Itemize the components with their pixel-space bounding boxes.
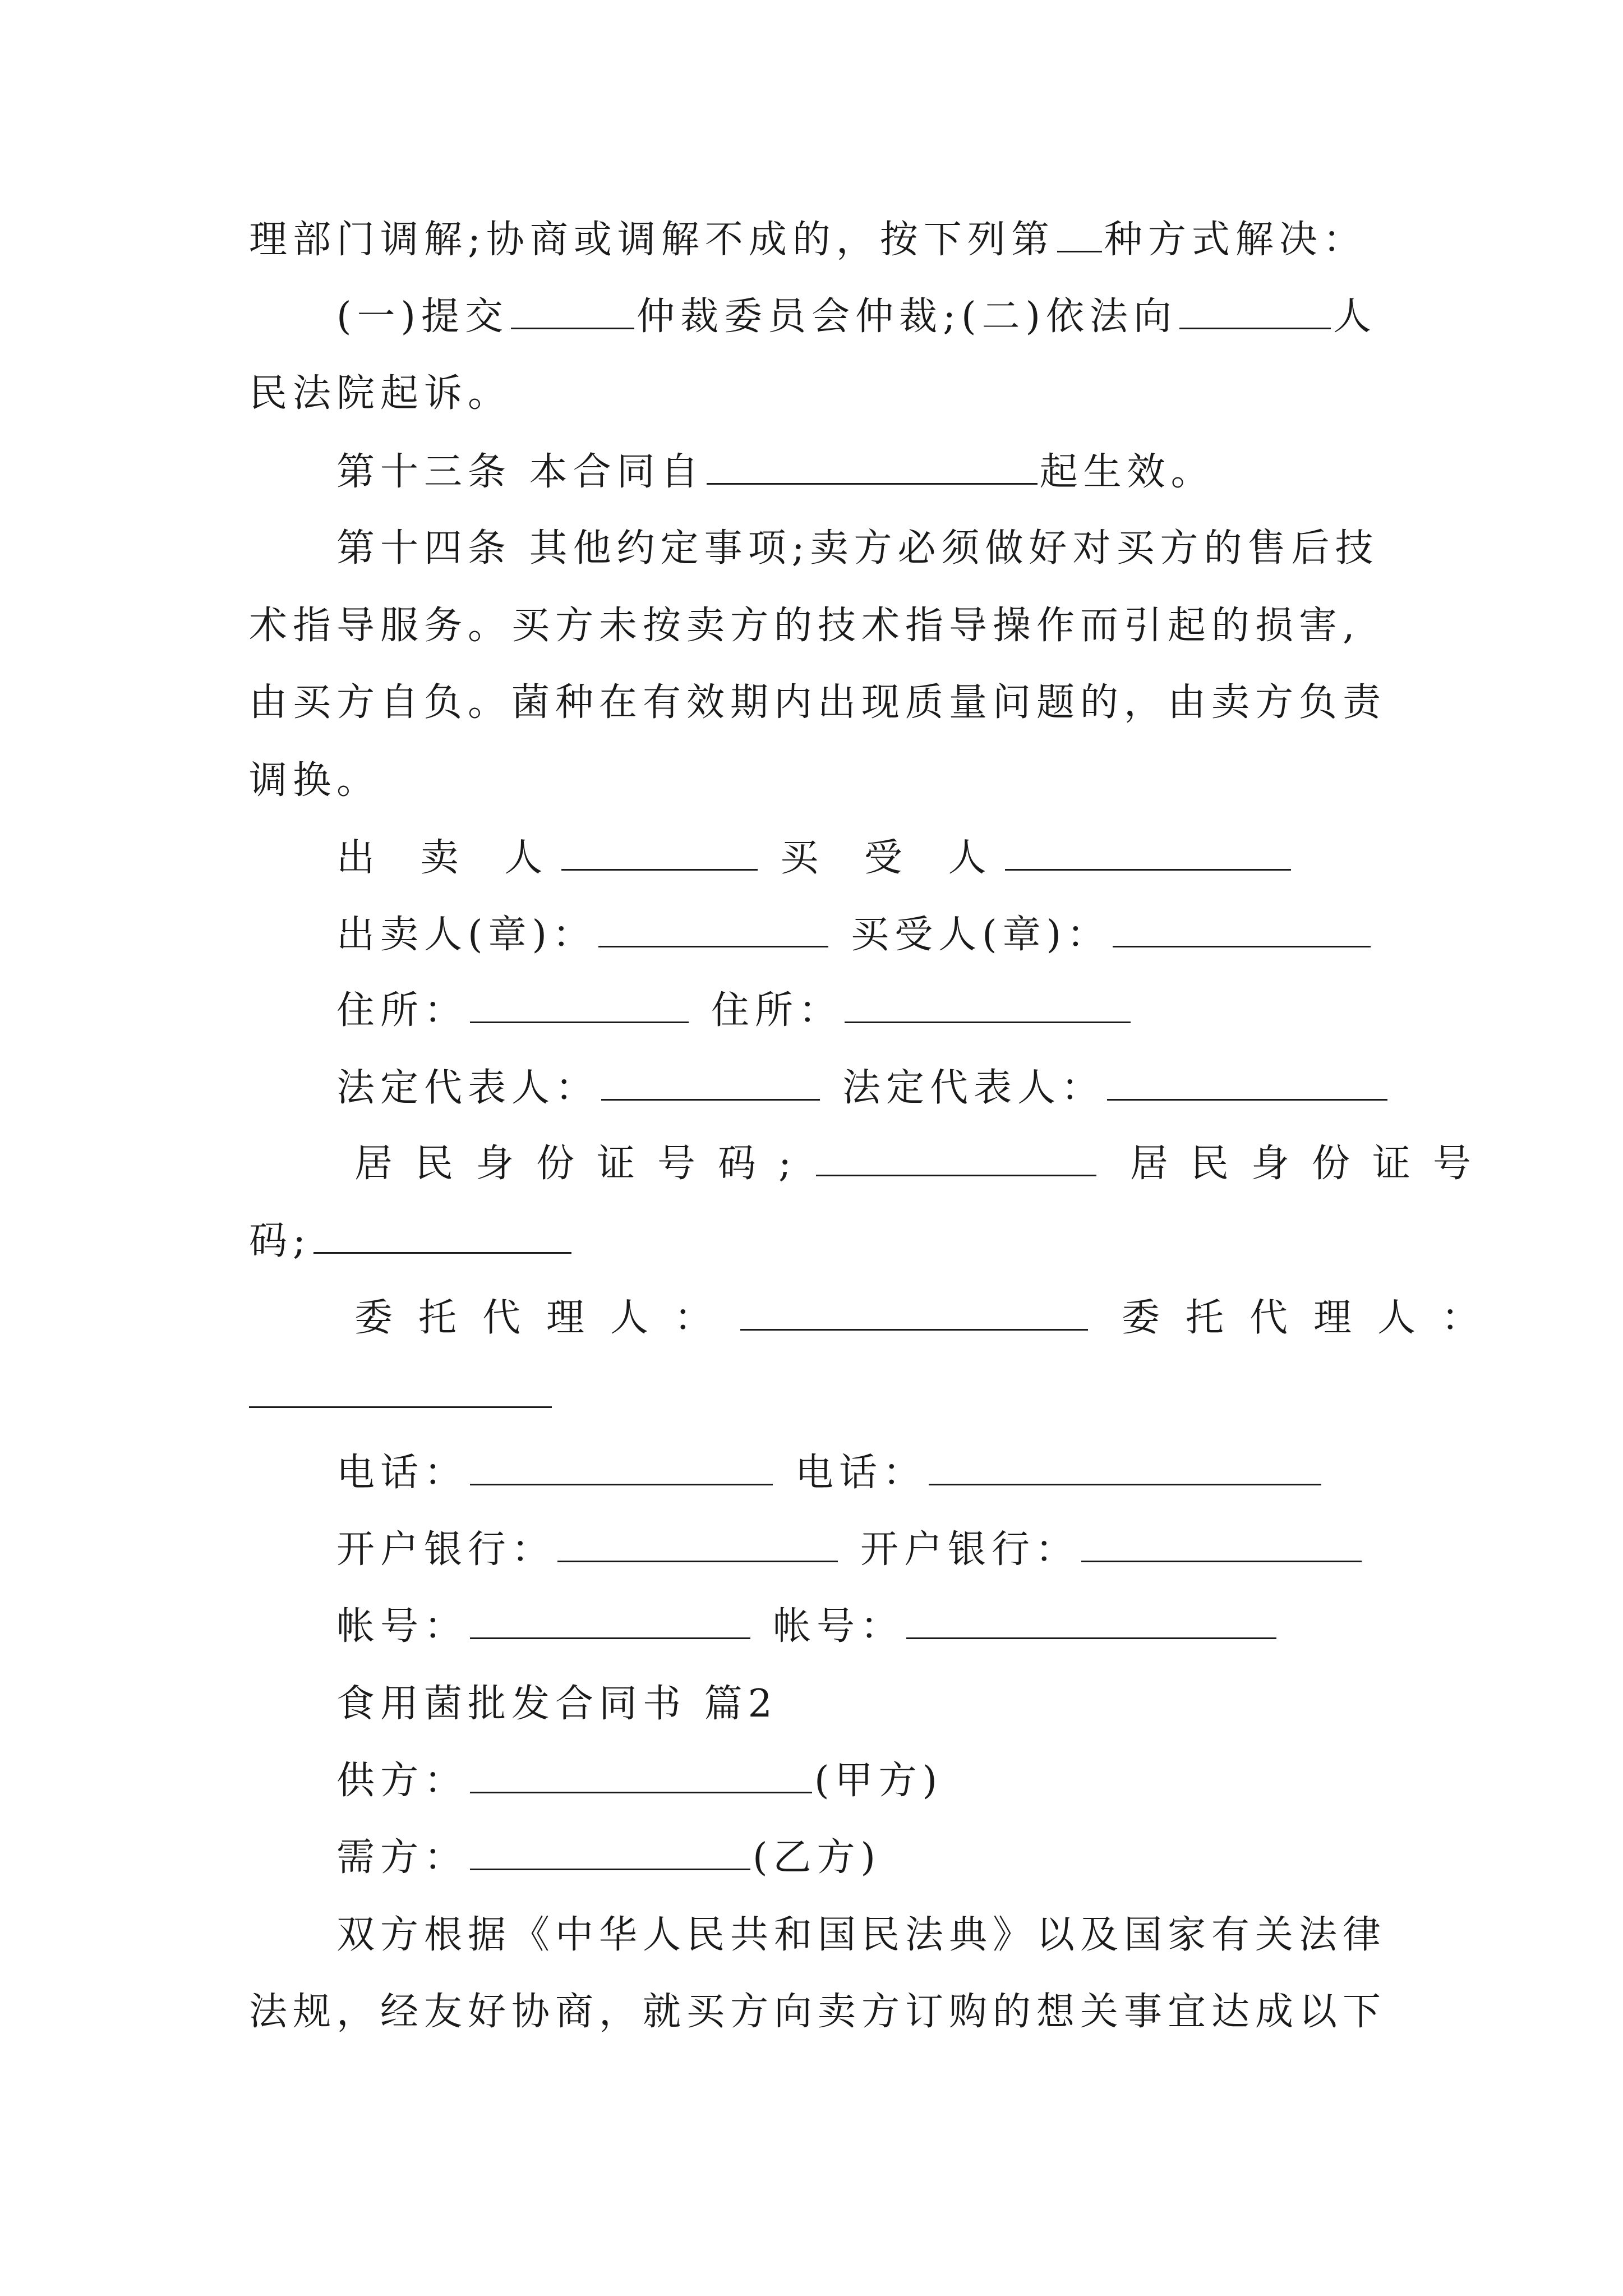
seller-seal-label: 出卖人(章)：: [336, 913, 597, 957]
seller-bank-label: 开户银行：: [336, 1527, 556, 1572]
buyer-address-label: 住所：: [711, 988, 843, 1033]
intro-line-1: 双方根据《中华人民共和国民法典》以及国家有关法律: [336, 1913, 1387, 1957]
text-line-4: [336, 444, 1215, 500]
line1-text-a: 理部门调解;协商或调解不成的，按下列第: [249, 218, 1055, 262]
buyer-id-label: 居民身份证号: [1129, 1142, 1493, 1186]
blank-seller-address: [470, 989, 689, 1023]
sig-legal-rep: [336, 1060, 1390, 1116]
line2-text-b: 仲裁委员会仲裁;(二)依法向: [637, 295, 1178, 339]
sig-id-number-cont: [249, 1213, 574, 1269]
blank-seller-id: [816, 1142, 1096, 1176]
section2-intro-1: [336, 1907, 1386, 1963]
section2-title-text: 食用菌批发合同书 篇2: [336, 1682, 778, 1726]
sig-agent-cont: [249, 1368, 554, 1424]
buyer-label: 买 受 人: [780, 836, 1003, 880]
buyer-account-label: 帐号：: [773, 1604, 905, 1649]
line4-text-a: 第十三条 本合同自: [336, 450, 704, 494]
blank-seller-bank: [557, 1528, 838, 1562]
buyer-legal-rep-label: 法定代表人：: [842, 1066, 1105, 1110]
blank-buyer-legal-rep: [1107, 1066, 1387, 1101]
sig-bank: [336, 1522, 1364, 1578]
sig-account: [336, 1599, 1279, 1655]
blank-seller-agent: [740, 1296, 1088, 1331]
blank-seller: [561, 836, 758, 871]
line3-text: 民法院起诉。: [249, 371, 512, 416]
sig-agent: [354, 1290, 1505, 1346]
line1-text-b: 种方式解决：: [1104, 218, 1367, 262]
blank-arbitration: [511, 295, 634, 329]
section2-demander: [336, 1830, 881, 1886]
sig-seller-buyer: [336, 830, 1293, 886]
blank-demander: [470, 1836, 750, 1870]
sig-address: [336, 983, 1133, 1039]
section2-intro-2: [249, 1984, 1386, 2040]
blank-effective: [707, 450, 1038, 485]
blank-buyer-agent: [249, 1374, 552, 1408]
intro-line-2: 法规，经友好协商，就买方向卖方订购的想关事宜达成以下: [249, 1990, 1387, 2034]
line4-text-b: 起生效。: [1039, 450, 1215, 494]
text-line-1: [249, 212, 1367, 268]
text-line-5: [336, 521, 1379, 577]
seller-account-label: 帐号：: [336, 1604, 468, 1649]
blank-seller-seal: [598, 913, 828, 947]
seller-agent-label: 委托代理人：: [354, 1296, 739, 1340]
seller-address-label: 住所：: [336, 988, 468, 1033]
blank-supplier: [470, 1759, 812, 1793]
sig-phone: [336, 1445, 1324, 1501]
blank-seller-account: [470, 1605, 750, 1639]
blank-buyer: [1005, 836, 1291, 871]
text-line-8: [249, 753, 380, 809]
line7-text: 由买方自负。菌种在有效期内出现质量问题的，由卖方负责: [249, 680, 1387, 725]
sig-id-number: [354, 1136, 1493, 1192]
blank-buyer-seal: [1113, 913, 1371, 947]
section2-title: [336, 1676, 778, 1732]
line2-text-a: (一)提交: [336, 295, 509, 339]
text-line-6: [249, 598, 1361, 654]
line6-text: 术指导服务。买方未按卖方的技术指导操作而引起的损害,: [249, 604, 1361, 648]
supplier-label: 供方：: [336, 1759, 468, 1803]
blank-buyer-address: [845, 989, 1131, 1023]
line5-text: 第十四条 其他约定事项;卖方必须做好对买方的售后技: [336, 526, 1379, 570]
buyer-agent-label: 委托代理人：: [1122, 1296, 1506, 1340]
seller-legal-rep-label: 法定代表人：: [336, 1066, 600, 1110]
blank-buyer-account: [906, 1605, 1276, 1639]
demander-label: 需方：: [336, 1835, 468, 1880]
demander-suffix: (乙方): [753, 1835, 882, 1880]
blank-buyer-bank: [1081, 1528, 1362, 1562]
blank-court: [1179, 295, 1331, 329]
blank-buyer-id: [313, 1220, 571, 1254]
buyer-phone-label: 电话：: [795, 1451, 927, 1495]
blank-seller-phone: [470, 1451, 773, 1485]
blank-seller-legal-rep: [601, 1066, 820, 1101]
section2-supplier: [336, 1753, 943, 1809]
seller-label: 出 卖 人: [336, 836, 560, 880]
seller-id-label: 居民身份证号码;: [354, 1142, 814, 1186]
buyer-seal-label: 买受人(章)：: [851, 913, 1111, 957]
text-line-2: [336, 289, 1377, 345]
text-line-7: [249, 675, 1386, 731]
line8-text: 调换。: [249, 758, 381, 803]
blank-method: [1057, 218, 1102, 252]
seller-phone-label: 电话：: [336, 1451, 468, 1495]
sig-seals: [336, 907, 1373, 963]
buyer-id-label-cont: 码;: [249, 1219, 311, 1263]
blank-buyer-phone: [929, 1451, 1321, 1485]
line2-text-c: 人: [1333, 295, 1377, 339]
supplier-suffix: (甲方): [814, 1759, 943, 1803]
buyer-bank-label: 开户银行：: [860, 1527, 1080, 1572]
text-line-3: [249, 366, 511, 422]
